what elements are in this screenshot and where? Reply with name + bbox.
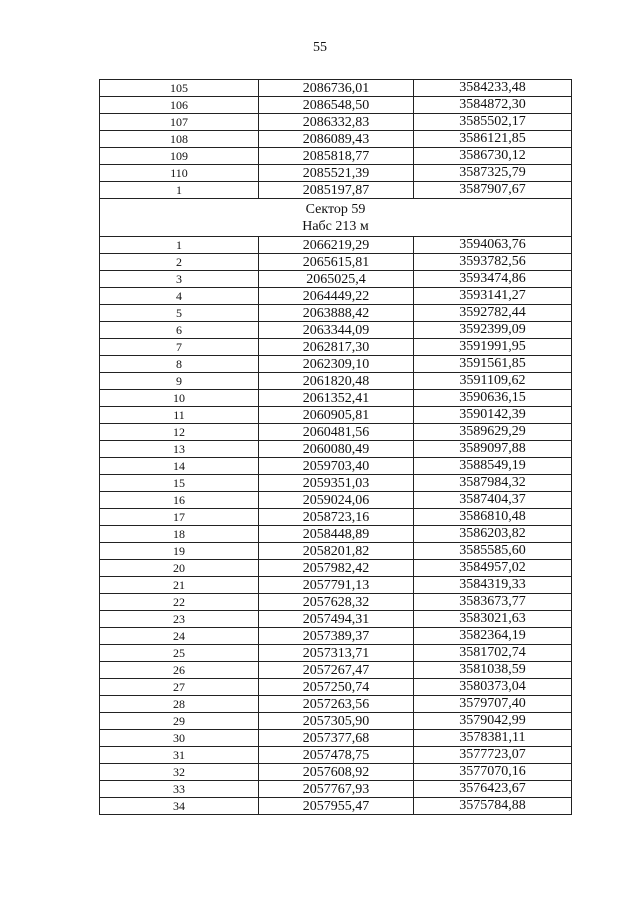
table-row [100,407,572,424]
x-coordinate-cell: 2061820,48 [259,373,414,390]
point-number-cell: 27 [100,679,259,696]
y-coordinate-cell: 3587325,79 [414,165,572,182]
y-coordinate-cell: 3589629,29 [414,424,572,441]
y-coordinate-cell: 3584872,30 [414,97,572,114]
x-coordinate-cell: 2085818,77 [259,148,414,165]
y-coordinate-cell: 3579707,40 [414,696,572,713]
x-coordinate-cell: 2062817,30 [259,339,414,356]
page-number: 55 [313,40,327,55]
y-coordinate-cell: 3591109,62 [414,373,572,390]
table-row [100,747,572,764]
x-coordinate-cell: 2057608,92 [259,764,414,781]
x-coordinate-cell: 2086548,50 [259,97,414,114]
point-number-cell: 25 [100,645,259,662]
point-number-cell: 110 [100,165,259,182]
x-coordinate-cell: 2064449,22 [259,288,414,305]
table-row [100,322,572,339]
point-number-cell: 105 [100,80,259,97]
table-row [100,165,572,182]
y-coordinate-cell: 3587404,37 [414,492,572,509]
point-number-cell: 1 [100,182,259,199]
point-number-cell: 1 [100,237,259,254]
x-coordinate-cell: 2059024,06 [259,492,414,509]
x-coordinate-cell: 2063344,09 [259,322,414,339]
point-number-cell: 24 [100,628,259,645]
y-coordinate-cell: 3594063,76 [414,237,572,254]
x-coordinate-cell: 2057955,47 [259,798,414,815]
point-number-cell: 5 [100,305,259,322]
x-coordinate-cell: 2057313,71 [259,645,414,662]
y-coordinate-cell: 3577070,16 [414,764,572,781]
y-coordinate-cell: 3589097,88 [414,441,572,458]
y-coordinate-cell: 3578381,11 [414,730,572,747]
coordinates-table-body-before [100,80,572,199]
point-number-cell: 13 [100,441,259,458]
table-row [100,560,572,577]
y-coordinate-cell: 3586203,82 [414,526,572,543]
x-coordinate-cell: 2060905,81 [259,407,414,424]
table-row [100,390,572,407]
y-coordinate-cell: 3588549,19 [414,458,572,475]
section-header-row [100,199,572,237]
x-coordinate-cell: 2057478,75 [259,747,414,764]
point-number-cell: 4 [100,288,259,305]
y-coordinate-cell: 3587907,67 [414,182,572,199]
table-row [100,679,572,696]
point-number-cell: 31 [100,747,259,764]
x-coordinate-cell: 2057389,37 [259,628,414,645]
point-number-cell: 9 [100,373,259,390]
x-coordinate-cell: 2059351,03 [259,475,414,492]
point-number-cell: 23 [100,611,259,628]
x-coordinate-cell: 2086089,43 [259,131,414,148]
section-title: Сектор 59 [305,201,366,217]
x-coordinate-cell: 2057494,31 [259,611,414,628]
table-row [100,764,572,781]
point-number-cell: 21 [100,577,259,594]
table-row [100,475,572,492]
table-row [100,254,572,271]
point-number-cell: 16 [100,492,259,509]
x-coordinate-cell: 2057377,68 [259,730,414,747]
x-coordinate-cell: 2066219,29 [259,237,414,254]
table-row [100,148,572,165]
x-coordinate-cell: 2060080,49 [259,441,414,458]
x-coordinate-cell: 2086736,01 [259,80,414,97]
x-coordinate-cell: 2060481,56 [259,424,414,441]
y-coordinate-cell: 3580373,04 [414,679,572,696]
coordinates-table [99,79,572,815]
point-number-cell: 3 [100,271,259,288]
table-row [100,611,572,628]
x-coordinate-cell: 2058201,82 [259,543,414,560]
x-coordinate-cell: 2057305,90 [259,713,414,730]
table-row [100,543,572,560]
x-coordinate-cell: 2065025,4 [259,271,414,288]
table-row [100,594,572,611]
y-coordinate-cell: 3592782,44 [414,305,572,322]
table-row [100,441,572,458]
x-coordinate-cell: 2057250,74 [259,679,414,696]
section-subtitle: Набс 213 м [302,218,369,234]
y-coordinate-cell: 3587984,32 [414,475,572,492]
table-row [100,492,572,509]
table-row [100,237,572,254]
coordinates-table-body-after [100,237,572,815]
y-coordinate-cell: 3586810,48 [414,509,572,526]
point-number-cell: 34 [100,798,259,815]
point-number-cell: 109 [100,148,259,165]
table-row [100,114,572,131]
table-row [100,662,572,679]
point-number-cell: 32 [100,764,259,781]
x-coordinate-cell: 2058448,89 [259,526,414,543]
x-coordinate-cell: 2085521,39 [259,165,414,182]
y-coordinate-cell: 3593141,27 [414,288,572,305]
y-coordinate-cell: 3593782,56 [414,254,572,271]
point-number-cell: 14 [100,458,259,475]
table-row [100,182,572,199]
table-row [100,97,572,114]
table-row [100,798,572,815]
x-coordinate-cell: 2057628,32 [259,594,414,611]
table-row [100,356,572,373]
table-row [100,696,572,713]
point-number-cell: 12 [100,424,259,441]
point-number-cell: 11 [100,407,259,424]
y-coordinate-cell: 3590142,39 [414,407,572,424]
y-coordinate-cell: 3576423,67 [414,781,572,798]
y-coordinate-cell: 3579042,99 [414,713,572,730]
y-coordinate-cell: 3591561,85 [414,356,572,373]
table-row [100,305,572,322]
point-number-cell: 20 [100,560,259,577]
y-coordinate-cell: 3581702,74 [414,645,572,662]
y-coordinate-cell: 3575784,88 [414,798,572,815]
point-number-cell: 10 [100,390,259,407]
point-number-cell: 19 [100,543,259,560]
y-coordinate-cell: 3583021,63 [414,611,572,628]
table-row [100,628,572,645]
table-row [100,80,572,97]
table-row [100,526,572,543]
point-number-cell: 17 [100,509,259,526]
x-coordinate-cell: 2058723,16 [259,509,414,526]
x-coordinate-cell: 2065615,81 [259,254,414,271]
point-number-cell: 7 [100,339,259,356]
point-number-cell: 28 [100,696,259,713]
y-coordinate-cell: 3582364,19 [414,628,572,645]
y-coordinate-cell: 3585585,60 [414,543,572,560]
table-row [100,730,572,747]
section-header-cell [100,199,572,237]
table-row [100,781,572,798]
point-number-cell: 107 [100,114,259,131]
y-coordinate-cell: 3577723,07 [414,747,572,764]
point-number-cell: 18 [100,526,259,543]
x-coordinate-cell: 2086332,83 [259,114,414,131]
y-coordinate-cell: 3584957,02 [414,560,572,577]
x-coordinate-cell: 2085197,87 [259,182,414,199]
x-coordinate-cell: 2057791,13 [259,577,414,594]
y-coordinate-cell: 3592399,09 [414,322,572,339]
point-number-cell: 108 [100,131,259,148]
x-coordinate-cell: 2057982,42 [259,560,414,577]
point-number-cell: 6 [100,322,259,339]
point-number-cell: 26 [100,662,259,679]
table-row [100,424,572,441]
point-number-cell: 8 [100,356,259,373]
y-coordinate-cell: 3591991,95 [414,339,572,356]
table-row [100,373,572,390]
y-coordinate-cell: 3584233,48 [414,80,572,97]
point-number-cell: 29 [100,713,259,730]
section-header-body [100,199,572,237]
x-coordinate-cell: 2057267,47 [259,662,414,679]
point-number-cell: 15 [100,475,259,492]
x-coordinate-cell: 2063888,42 [259,305,414,322]
table-row [100,645,572,662]
point-number-cell: 106 [100,97,259,114]
table-row [100,509,572,526]
y-coordinate-cell: 3584319,33 [414,577,572,594]
table-row [100,713,572,730]
y-coordinate-cell: 3585502,17 [414,114,572,131]
table-row [100,271,572,288]
y-coordinate-cell: 3581038,59 [414,662,572,679]
x-coordinate-cell: 2061352,41 [259,390,414,407]
table-row [100,131,572,148]
point-number-cell: 30 [100,730,259,747]
y-coordinate-cell: 3586121,85 [414,131,572,148]
table-row [100,288,572,305]
table-row [100,339,572,356]
y-coordinate-cell: 3590636,15 [414,390,572,407]
y-coordinate-cell: 3586730,12 [414,148,572,165]
y-coordinate-cell: 3593474,86 [414,271,572,288]
table-row [100,458,572,475]
y-coordinate-cell: 3583673,77 [414,594,572,611]
table-row [100,577,572,594]
point-number-cell: 22 [100,594,259,611]
x-coordinate-cell: 2059703,40 [259,458,414,475]
x-coordinate-cell: 2057767,93 [259,781,414,798]
point-number-cell: 2 [100,254,259,271]
x-coordinate-cell: 2057263,56 [259,696,414,713]
point-number-cell: 33 [100,781,259,798]
x-coordinate-cell: 2062309,10 [259,356,414,373]
